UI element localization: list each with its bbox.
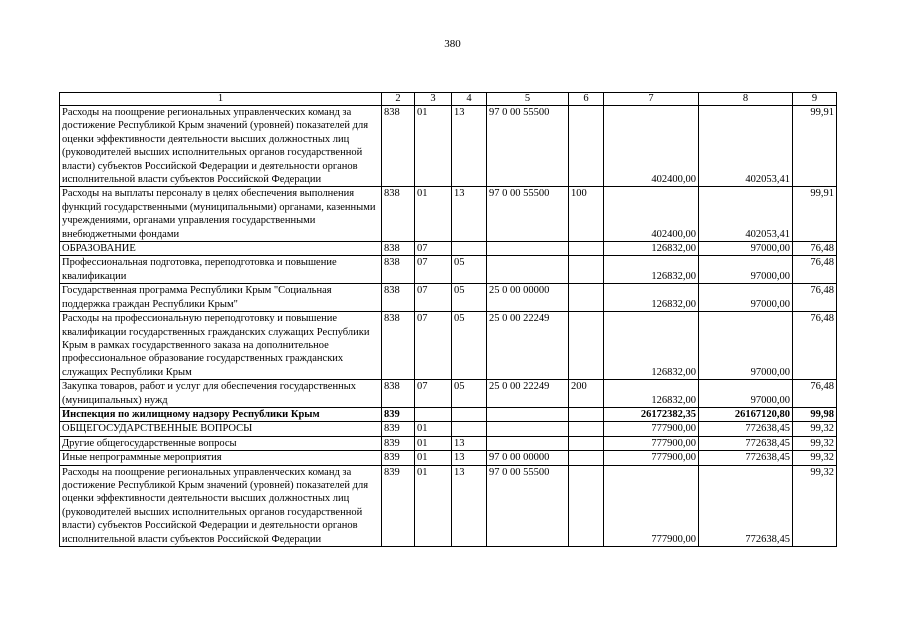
table-row xyxy=(60,106,837,187)
column-header: 8 xyxy=(699,93,793,106)
cell-subsection: 05 xyxy=(452,312,487,380)
cell-target-article xyxy=(487,422,569,436)
cell-expense-type xyxy=(569,451,604,465)
cell-subsection: 13 xyxy=(452,451,487,465)
table-row xyxy=(60,422,837,436)
cell-target-article: 25 0 00 22249 xyxy=(487,312,569,380)
cell-planned-amount: 126832,00 xyxy=(604,380,699,408)
row-name: Профессиональная подготовка, переподготовка и повышение квалификации xyxy=(60,256,382,284)
cell-expense-type xyxy=(569,256,604,284)
cell-subsection: 05 xyxy=(452,256,487,284)
cell-actual-amount: 97000,00 xyxy=(699,256,793,284)
row-name: ОБРАЗОВАНИЕ xyxy=(60,242,382,256)
cell-planned-amount: 126832,00 xyxy=(604,242,699,256)
row-name: Закупка товаров, работ и услуг для обеспечения государственных (муниципальных) нужд xyxy=(60,380,382,408)
row-name: ОБЩЕГОСУДАРСТВЕННЫЕ ВОПРОСЫ xyxy=(60,422,382,436)
cell-expense-type xyxy=(569,106,604,187)
table-row xyxy=(60,284,837,312)
cell-subsection: 13 xyxy=(452,187,487,242)
cell-section: 01 xyxy=(415,436,452,450)
cell-percent: 99,91 xyxy=(793,187,837,242)
cell-actual-amount: 772638,45 xyxy=(699,422,793,436)
cell-planned-amount: 777900,00 xyxy=(604,422,699,436)
cell-ministry-code: 838 xyxy=(382,284,415,312)
cell-section: 01 xyxy=(415,187,452,242)
cell-planned-amount: 26172382,35 xyxy=(604,407,699,421)
table-row xyxy=(60,407,837,421)
cell-planned-amount: 126832,00 xyxy=(604,284,699,312)
row-name: Другие общегосударственные вопросы xyxy=(60,436,382,450)
column-header: 2 xyxy=(382,93,415,106)
column-header: 6 xyxy=(569,93,604,106)
cell-target-article: 97 0 00 00000 xyxy=(487,451,569,465)
cell-subsection: 13 xyxy=(452,106,487,187)
column-header: 7 xyxy=(604,93,699,106)
cell-section: 07 xyxy=(415,242,452,256)
cell-percent: 76,48 xyxy=(793,256,837,284)
table-row xyxy=(60,312,837,380)
table-row xyxy=(60,451,837,465)
cell-planned-amount: 777900,00 xyxy=(604,436,699,450)
cell-ministry-code: 838 xyxy=(382,187,415,242)
cell-actual-amount: 402053,41 xyxy=(699,106,793,187)
row-name: Иные непрограммные мероприятия xyxy=(60,451,382,465)
cell-section: 07 xyxy=(415,312,452,380)
table-row xyxy=(60,465,837,546)
cell-ministry-code: 838 xyxy=(382,106,415,187)
cell-expense-type xyxy=(569,436,604,450)
cell-subsection: 05 xyxy=(452,380,487,408)
cell-subsection xyxy=(452,242,487,256)
column-header: 3 xyxy=(415,93,452,106)
row-name: Расходы на поощрение региональных управленческих команд за достижение Республикой Крым значений (уровней) показателей для оценки эффективности деятельности высших должностных лиц (руководителей высших исполнительных органов государственной власти) субъектов Российской Федерации и деятельности органов исполнительной власти субъектов Российской Федерации xyxy=(60,465,382,546)
cell-actual-amount: 772638,45 xyxy=(699,451,793,465)
row-name: Государственная программа Республики Крым "Социальная поддержка граждан Республики Крым" xyxy=(60,284,382,312)
cell-planned-amount: 126832,00 xyxy=(604,256,699,284)
cell-expense-type xyxy=(569,312,604,380)
cell-target-article: 97 0 00 55500 xyxy=(487,187,569,242)
cell-target-article xyxy=(487,436,569,450)
cell-expense-type xyxy=(569,242,604,256)
column-header: 1 xyxy=(60,93,382,106)
row-name: Расходы на поощрение региональных управленческих команд за достижение Республикой Крым значений (уровней) показателей для оценки эффективности деятельности высших должностных лиц (руководителей высших исполнительных органов государственной власти) субъектов Российской Федерации и деятельности органов исполнительной власти субъектов Российской Федерации xyxy=(60,106,382,187)
cell-planned-amount: 777900,00 xyxy=(604,451,699,465)
cell-target-article: 97 0 00 55500 xyxy=(487,106,569,187)
cell-section xyxy=(415,407,452,421)
cell-actual-amount: 402053,41 xyxy=(699,187,793,242)
table-row xyxy=(60,242,837,256)
cell-percent: 99,91 xyxy=(793,106,837,187)
cell-percent: 99,32 xyxy=(793,436,837,450)
row-name: Расходы на профессиональную переподготовку и повышение квалификации государственных гражданских служащих Республики Крым в рамках государственного заказа на дополнительное профессиональное образование государственных гражданских служащих Республики Крым xyxy=(60,312,382,380)
cell-section: 01 xyxy=(415,106,452,187)
cell-target-article xyxy=(487,242,569,256)
cell-actual-amount: 772638,45 xyxy=(699,465,793,546)
cell-ministry-code: 838 xyxy=(382,242,415,256)
budget-table xyxy=(59,92,837,547)
table-header-row xyxy=(60,93,837,106)
cell-percent: 99,32 xyxy=(793,422,837,436)
cell-ministry-code: 839 xyxy=(382,465,415,546)
row-name: Инспекция по жилищному надзору Республики Крым xyxy=(60,407,382,421)
cell-actual-amount: 97000,00 xyxy=(699,380,793,408)
table-row xyxy=(60,187,837,242)
cell-planned-amount: 402400,00 xyxy=(604,106,699,187)
cell-subsection: 13 xyxy=(452,465,487,546)
cell-ministry-code: 839 xyxy=(382,407,415,421)
cell-section: 01 xyxy=(415,451,452,465)
cell-section: 07 xyxy=(415,284,452,312)
cell-expense-type: 200 xyxy=(569,380,604,408)
cell-ministry-code: 838 xyxy=(382,380,415,408)
cell-expense-type xyxy=(569,422,604,436)
cell-percent: 99,32 xyxy=(793,451,837,465)
cell-actual-amount: 97000,00 xyxy=(699,284,793,312)
cell-actual-amount: 772638,45 xyxy=(699,436,793,450)
cell-subsection: 13 xyxy=(452,436,487,450)
cell-subsection: 05 xyxy=(452,284,487,312)
cell-percent: 76,48 xyxy=(793,284,837,312)
row-name: Расходы на выплаты персоналу в целях обеспечения выполнения функций государственными (муниципальными) органами, казенными учреждениями, органами управления государственными внебюджетными фондами xyxy=(60,187,382,242)
column-header: 4 xyxy=(452,93,487,106)
cell-expense-type xyxy=(569,465,604,546)
cell-percent: 76,48 xyxy=(793,380,837,408)
cell-planned-amount: 777900,00 xyxy=(604,465,699,546)
cell-ministry-code: 839 xyxy=(382,451,415,465)
cell-section: 01 xyxy=(415,465,452,546)
table-row xyxy=(60,436,837,450)
cell-subsection xyxy=(452,422,487,436)
cell-target-article xyxy=(487,407,569,421)
cell-percent: 76,48 xyxy=(793,242,837,256)
cell-planned-amount: 126832,00 xyxy=(604,312,699,380)
cell-expense-type xyxy=(569,284,604,312)
cell-percent: 76,48 xyxy=(793,312,837,380)
table-row xyxy=(60,256,837,284)
cell-target-article: 25 0 00 00000 xyxy=(487,284,569,312)
cell-planned-amount: 402400,00 xyxy=(604,187,699,242)
cell-ministry-code: 839 xyxy=(382,436,415,450)
cell-target-article: 97 0 00 55500 xyxy=(487,465,569,546)
cell-actual-amount: 97000,00 xyxy=(699,312,793,380)
cell-target-article xyxy=(487,256,569,284)
cell-ministry-code: 838 xyxy=(382,312,415,380)
cell-target-article: 25 0 00 22249 xyxy=(487,380,569,408)
cell-section: 07 xyxy=(415,380,452,408)
table-row xyxy=(60,380,837,408)
cell-actual-amount: 26167120,80 xyxy=(699,407,793,421)
cell-ministry-code: 838 xyxy=(382,256,415,284)
cell-expense-type xyxy=(569,407,604,421)
cell-actual-amount: 97000,00 xyxy=(699,242,793,256)
page-number: 380 xyxy=(444,38,461,50)
cell-expense-type: 100 xyxy=(569,187,604,242)
column-header: 9 xyxy=(793,93,837,106)
cell-subsection xyxy=(452,407,487,421)
cell-percent: 99,32 xyxy=(793,465,837,546)
cell-section: 01 xyxy=(415,422,452,436)
cell-section: 07 xyxy=(415,256,452,284)
cell-percent: 99,98 xyxy=(793,407,837,421)
cell-ministry-code: 839 xyxy=(382,422,415,436)
column-header: 5 xyxy=(487,93,569,106)
